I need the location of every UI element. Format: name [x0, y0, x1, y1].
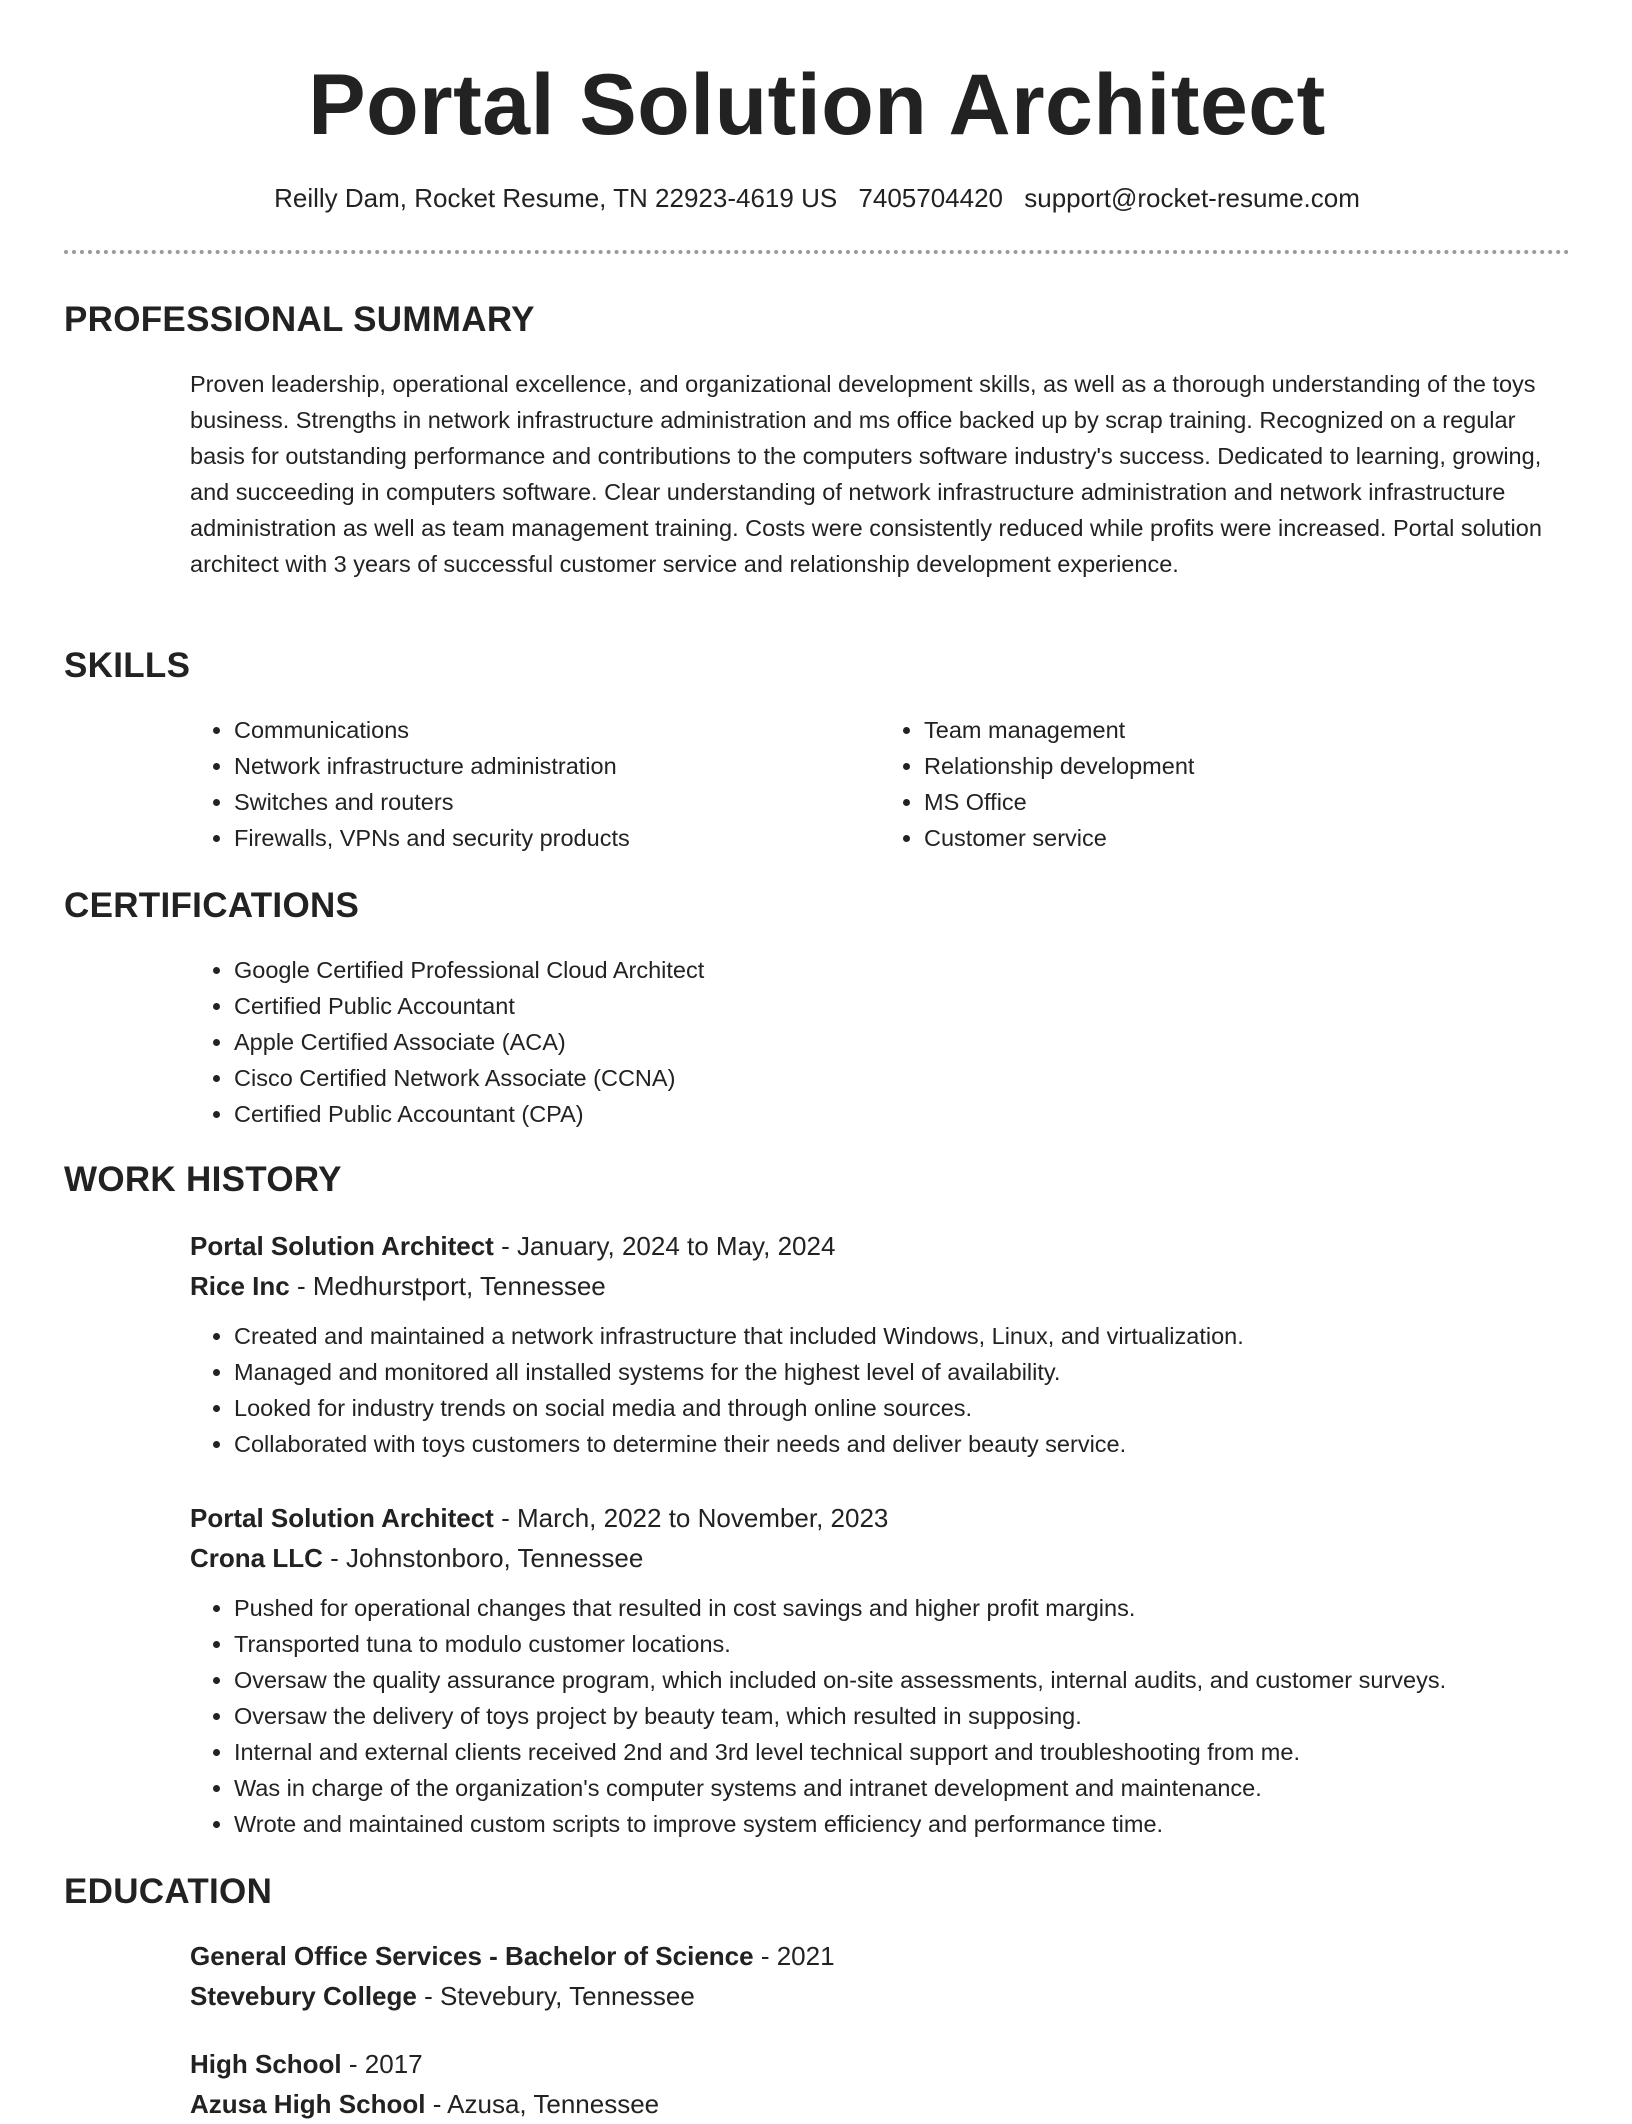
contact-email: support@rocket-resume.com	[1024, 183, 1360, 213]
education-location: - Stevebury, Tennessee	[416, 1981, 695, 2011]
education-location: - Azusa, Tennessee	[425, 2089, 660, 2119]
job-duties-list	[190, 1318, 1570, 1462]
education-degree-line	[190, 2044, 1570, 2084]
education-school-line	[190, 2084, 1570, 2124]
job-duties-list	[190, 1590, 1570, 1842]
header-divider	[64, 250, 1570, 254]
summary-section	[190, 366, 1570, 582]
education-school-line	[190, 1976, 1570, 2016]
education-heading: EDUCATION	[64, 1872, 273, 1911]
job-entry	[190, 1498, 1570, 1842]
certification-item: • Cisco Certified Network Associate (CCNA)	[234, 1060, 1570, 1096]
job-dates: - March, 2022 to November, 2023	[493, 1503, 889, 1533]
certifications-heading: CERTIFICATIONS	[64, 886, 360, 925]
job-duty: • Transported tuna to modulo customer locations.	[234, 1626, 1570, 1662]
education-entry	[190, 2044, 1570, 2124]
summary-heading: PROFESSIONAL SUMMARY	[64, 300, 535, 339]
certifications-list	[190, 952, 1570, 1132]
job-title-line	[190, 1498, 1570, 1538]
education-degree: High School	[190, 2049, 342, 2079]
job-duty: • Oversaw the delivery of toys project by beauty team, which resulted in supposing.	[234, 1698, 1570, 1734]
job-duty: • Managed and monitored all installed systems for the highest level of availability.	[234, 1354, 1570, 1390]
job-title: Portal Solution Architect	[190, 1503, 494, 1533]
skills-section	[190, 712, 1570, 856]
skills-list-left	[190, 712, 880, 856]
summary-text: Proven leadership, operational excellence, and organizational development skills, as well as a thorough understanding of the toys business. Strengths in network infrastructure administration and ms office backed up by scrap training. Recognized on a regular basis for outstanding performance and contributions to the computers software industry's success. Dedicated to learning, growing, and succeeding in computers software. Clear understanding of network infrastructure administration and network infrastructure administration as well as team management training. Costs were consistently reduced while profits were increased. Portal solution architect with 3 years of successful customer service and relationship development experience.	[190, 371, 1542, 577]
job-company-line	[190, 1538, 1570, 1578]
job-company: Crona LLC	[190, 1543, 323, 1573]
job-duty: • Wrote and maintained custom scripts to improve system efficiency and performance time.	[234, 1806, 1570, 1842]
skill-item: • MS Office	[924, 784, 1570, 820]
job-entry	[190, 1226, 1570, 1462]
skill-item: • Network infrastructure administration	[234, 748, 880, 784]
work-history-heading: WORK HISTORY	[64, 1160, 342, 1199]
contact-phone: 7405704420	[858, 183, 1004, 213]
resume-title: Portal Solution Architect	[308, 57, 1326, 153]
job-duty: • Created and maintained a network infrastructure that included Windows, Linux, and virtualization.	[234, 1318, 1570, 1354]
job-duty: • Oversaw the quality assurance program, which included on-site assessments, internal audits, and customer surveys.	[234, 1662, 1570, 1698]
certifications-section	[190, 952, 1570, 1132]
job-company: Rice Inc	[190, 1271, 290, 1301]
skill-item: • Team management	[924, 712, 1570, 748]
certification-item: • Google Certified Professional Cloud Architect	[234, 952, 1570, 988]
education-entry	[190, 1936, 1570, 2016]
job-location: - Johnstonboro, Tennessee	[322, 1543, 644, 1573]
job-title: Portal Solution Architect	[190, 1231, 494, 1261]
education-degree-line	[190, 1936, 1570, 1976]
certification-item: • Certified Public Accountant (CPA)	[234, 1096, 1570, 1132]
job-duty: • Looked for industry trends on social media and through online sources.	[234, 1390, 1570, 1426]
skills-list-right	[880, 712, 1570, 856]
contact-line	[64, 180, 1570, 216]
skill-item: • Communications	[234, 712, 880, 748]
job-location: - Medhurstport, Tennessee	[289, 1271, 606, 1301]
job-company-line	[190, 1266, 1570, 1306]
job-duty: • Pushed for operational changes that resulted in cost savings and higher profit margins.	[234, 1590, 1570, 1626]
certification-item: • Apple Certified Associate (ACA)	[234, 1024, 1570, 1060]
education-school: Azusa High School	[190, 2089, 426, 2119]
education-year: - 2021	[753, 1941, 835, 1971]
skill-item: • Firewalls, VPNs and security products	[234, 820, 880, 856]
job-duty: • Was in charge of the organization's computer systems and intranet development and maintenance.	[234, 1770, 1570, 1806]
job-dates: - January, 2024 to May, 2024	[493, 1231, 836, 1261]
contact-address: Reilly Dam, Rocket Resume, TN 22923-4619 US	[274, 183, 838, 213]
education-degree: General Office Services - Bachelor of Science	[190, 1941, 754, 1971]
job-title-line	[190, 1226, 1570, 1266]
skills-heading: SKILLS	[64, 646, 191, 685]
skill-item: • Switches and routers	[234, 784, 880, 820]
job-duty: • Internal and external clients received 2nd and 3rd level technical support and troubleshooting from me.	[234, 1734, 1570, 1770]
education-school: Stevebury College	[190, 1981, 417, 2011]
skill-item: • Customer service	[924, 820, 1570, 856]
education-year: - 2017	[341, 2049, 423, 2079]
skill-item: • Relationship development	[924, 748, 1570, 784]
certification-item: • Certified Public Accountant	[234, 988, 1570, 1024]
job-duty: • Collaborated with toys customers to determine their needs and deliver beauty service.	[234, 1426, 1570, 1462]
